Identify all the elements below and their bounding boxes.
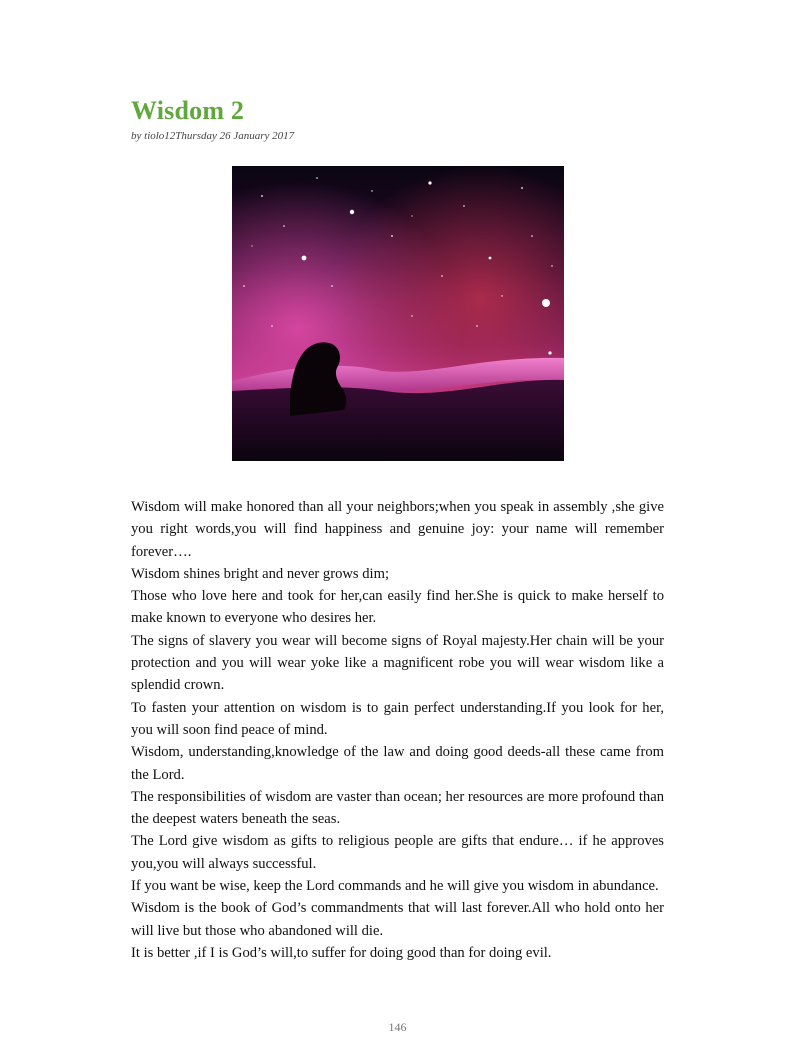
horsehead-nebula-image (232, 166, 564, 461)
paragraph: Wisdom, understanding,knowledge of the law and doing good deeds-all these came from the Lord. (131, 744, 664, 783)
paragraph: Wisdom is the book of God’s commandments that will last forever.All who hold onto her will live but those who abandoned will die. (131, 900, 664, 939)
paragraph: Wisdom shines bright and never grows dim; (131, 565, 390, 582)
paragraph: Wisdom will make honored than all your neighbors;when you speak in assembly ,she give you right words,you will find happiness and genuine joy: your name will remember forever…. (131, 499, 664, 560)
paragraph: It is better ,if I is God’s will,to suffer for doing good than for doing evil. (131, 944, 552, 961)
paragraph: If you want be wise, keep the Lord commands and he will give you wisdom in abundance. (131, 878, 659, 895)
paragraph: To fasten your attention on wisdom is to gain perfect understanding.If you look for her, you will soon find peace of mind. (131, 699, 664, 738)
article-title: Wisdom 2 (131, 96, 245, 125)
paragraph: Those who love here and took for her,can easily find her.She is quick to make herself to make known to everyone who desires her. (131, 588, 664, 627)
page-number: 146 (388, 1020, 407, 1034)
paragraph: The signs of slavery you wear will become signs of Royal majesty.Her chain will be your protection and you will wear yoke like a magnificent robe you will wear wisdom like a splendid crown. (131, 632, 664, 694)
paragraph: The responsibilities of wisdom are vaster than ocean; her resources are more profound than the deepest waters beneath the seas. (131, 788, 664, 828)
paragraph: The Lord give wisdom as gifts to religious people are gifts that endure… if he approves you,you will always successful. (131, 833, 664, 872)
article-byline: by tiolo12Thursday 26 January 2017 (131, 130, 295, 142)
article-body (131, 496, 664, 964)
